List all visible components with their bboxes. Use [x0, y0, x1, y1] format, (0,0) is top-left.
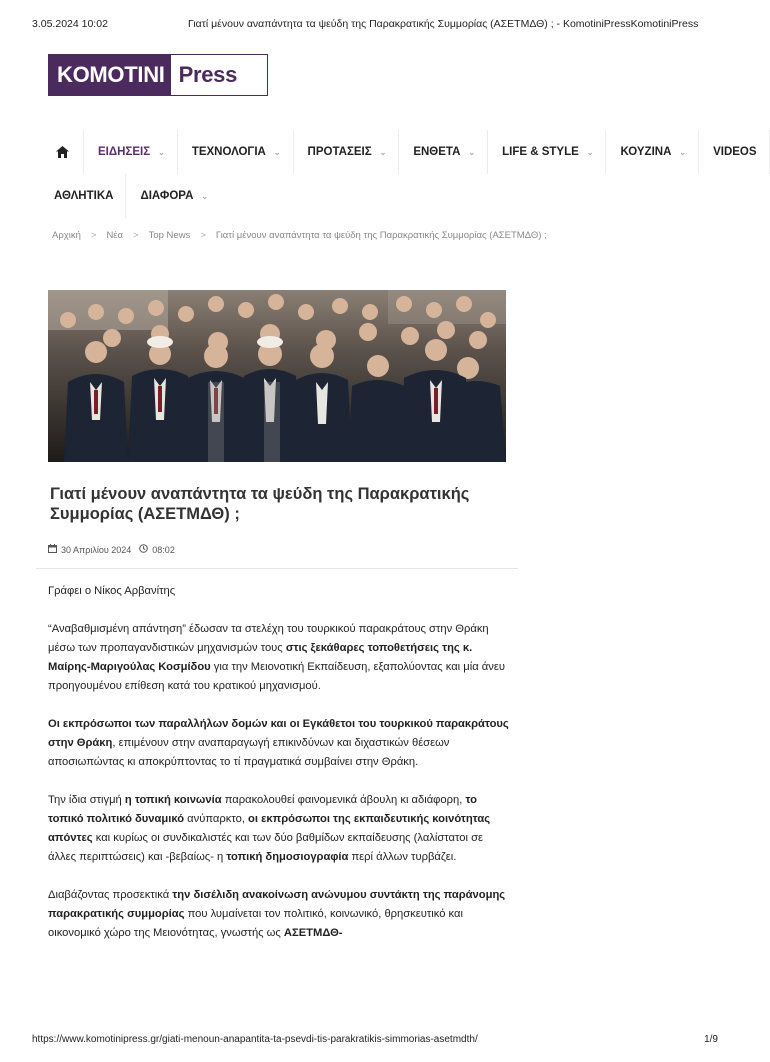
logo-part-press: Press	[178, 62, 238, 87]
chevron-down-icon: ⌄	[586, 147, 594, 157]
nav-item-entheta[interactable]	[399, 130, 488, 174]
breadcrumb-separator: >	[200, 230, 206, 241]
nav-label: ΚΟΥΖΙΝΑ	[620, 146, 672, 158]
breadcrumb-top-news[interactable]: Top News	[148, 230, 191, 241]
chevron-down-icon: ⌄	[379, 147, 387, 157]
nav-item-home[interactable]	[40, 130, 84, 174]
nav-item-technologia[interactable]	[178, 130, 294, 174]
article-time: 08:02	[152, 544, 175, 555]
nav-item-diafora[interactable]	[126, 174, 220, 218]
nav-row-1	[40, 130, 770, 174]
article-hero-image	[48, 290, 506, 462]
paragraph-1: “Αναβαθμισμένη απάντηση” έδωσαν τα στελέχη του τουρκικού παρακράτους στην Θράκη μέσω των προπαγανδιστικών μηχανισμών τους στις ξεκάθαρες τοποθετήσεις της κ. Μαίρης-Μαριγούλας Κοσμίδου για την Μειονοτική Εκπαίδευση, εξαπολύοντας και μία άνευ προηγουμένου επίθεση κατά του κρατικού μηχανισμού.	[48, 623, 505, 692]
print-header	[32, 18, 718, 32]
article-meta	[48, 544, 175, 555]
nav-row-2	[40, 174, 220, 218]
print-footer	[32, 1034, 718, 1048]
chevron-down-icon: ⌄	[158, 147, 165, 157]
nav-label: LIFE & STYLE	[502, 146, 579, 158]
nav-item-videos[interactable]	[699, 130, 769, 174]
nav-label: ΕΙΔΗΣΕΙΣ	[98, 146, 151, 158]
breadcrumb-home[interactable]: Αρχική	[52, 230, 81, 241]
nav-item-kouzina[interactable]	[606, 130, 699, 174]
article-title: Γιατί μένουν αναπάντητα τα ψεύδη της Παρακρατικής Συμμορίας (ΑΣΕΤΜΔΘ) ;	[50, 485, 470, 523]
nav-item-athlitika[interactable]	[40, 174, 126, 218]
article-date: 30 Απριλίου 2024	[61, 544, 132, 555]
group-photo	[48, 290, 506, 462]
page-number: 1/9	[704, 1034, 718, 1045]
home-icon	[56, 146, 69, 158]
breadcrumb-current: Γιατί μένουν αναπάντητα τα ψεύδη της Παρακρατικής Συμμορίας (ΑΣΕΤΜΔΘ) ;	[215, 230, 547, 241]
paragraph-3: Την ίδια στιγμή η τοπική κοινωνία παρακολουθεί φαινομενικά άβουλη κι αδιάφορη, το τοπικό πολιτικό δυναμικό ανύπαρκτο, οι εκπρόσωποι της εκπαιδευτικής κοινότητας απόντες και κυρίως οι συνδικαλιστές και των δύο βαθμίδων εκπαίδευσης (λαλίστατοι σε άλλες περιπτώσεις) και -βεβαίως- η τοπική δημοσιογραφία περί άλλων τυρβάζει.	[48, 794, 491, 863]
nav-label: VIDEOS	[713, 146, 757, 158]
article-body	[48, 582, 510, 962]
chevron-down-icon: ⌄	[273, 147, 281, 157]
print-page-title: Γιατί μένουν αναπάντητα τα ψεύδη της Παρακρατικής Συμμορίας (ΑΣΕΤΜΔΘ) ; - KomotiniPressKomotiniPress	[188, 18, 699, 30]
print-date: 3.05.2024 10:02	[32, 18, 108, 30]
nav-label: ΕΝΘΕΤΑ	[413, 146, 461, 158]
nav-item-protaseis[interactable]	[294, 130, 400, 174]
chevron-down-icon: ⌄	[201, 191, 209, 201]
author-line: Γράφει ο Νίκος Αρβανίτης	[48, 585, 176, 597]
nav-label: ΠΡΟΤΑΣΕΙΣ	[307, 146, 372, 158]
nav-label: ΑΘΛΗΤΙΚΑ	[54, 190, 114, 202]
logo-part-komotini: KOMOTINI	[49, 55, 171, 95]
print-url: https://www.komotinipress.gr/giati-menoun-anapantita-ta-psevdi-tis-parakratikis-simmorias-asetmdth/	[32, 1034, 478, 1045]
breadcrumb-separator: >	[133, 230, 139, 241]
paragraph-4: Διαβάζοντας προσεκτικά την δισέλιδη ανακοίνωση ανώνυμου συντάκτη της παράνομης παρακρατικής συμμορίας που λυμαίνεται τον πολιτικό, κοινωνικό, θρησκευτικό και οικονομικό χώρο της Μειονότητας, γνωστής ως ΑΣΕΤΜΔΘ-	[48, 889, 506, 939]
nav-item-life-style[interactable]	[488, 130, 606, 174]
breadcrumb-nea[interactable]: Νέα	[106, 230, 124, 241]
breadcrumb-separator: >	[90, 230, 97, 241]
calendar-icon	[48, 544, 57, 555]
nav-item-eidiseis[interactable]	[84, 130, 178, 174]
breadcrumb	[52, 230, 547, 241]
nav-label: ΔΙΑΦΟΡΑ	[140, 190, 194, 202]
chevron-down-icon: ⌄	[679, 147, 687, 157]
site-logo[interactable]	[48, 54, 268, 96]
chevron-down-icon: ⌄	[468, 147, 476, 157]
meta-divider	[36, 568, 518, 569]
nav-label: ΤΕΧΝΟΛΟΓΙΑ	[191, 146, 266, 158]
paragraph-2: Οι εκπρόσωποι των παραλλήλων δομών και οι Εγκάθετοι του τουρκικού παρακράτους στην Θράκη, επιμένουν στην αναπαραγωγή επικινδύνων και διχαστικών θέσεων αποσιωπώντας κι αποκρύπτοντας το τί πραγματικά συμβαίνει στην Θράκη.	[48, 718, 509, 768]
clock-icon	[139, 544, 148, 555]
